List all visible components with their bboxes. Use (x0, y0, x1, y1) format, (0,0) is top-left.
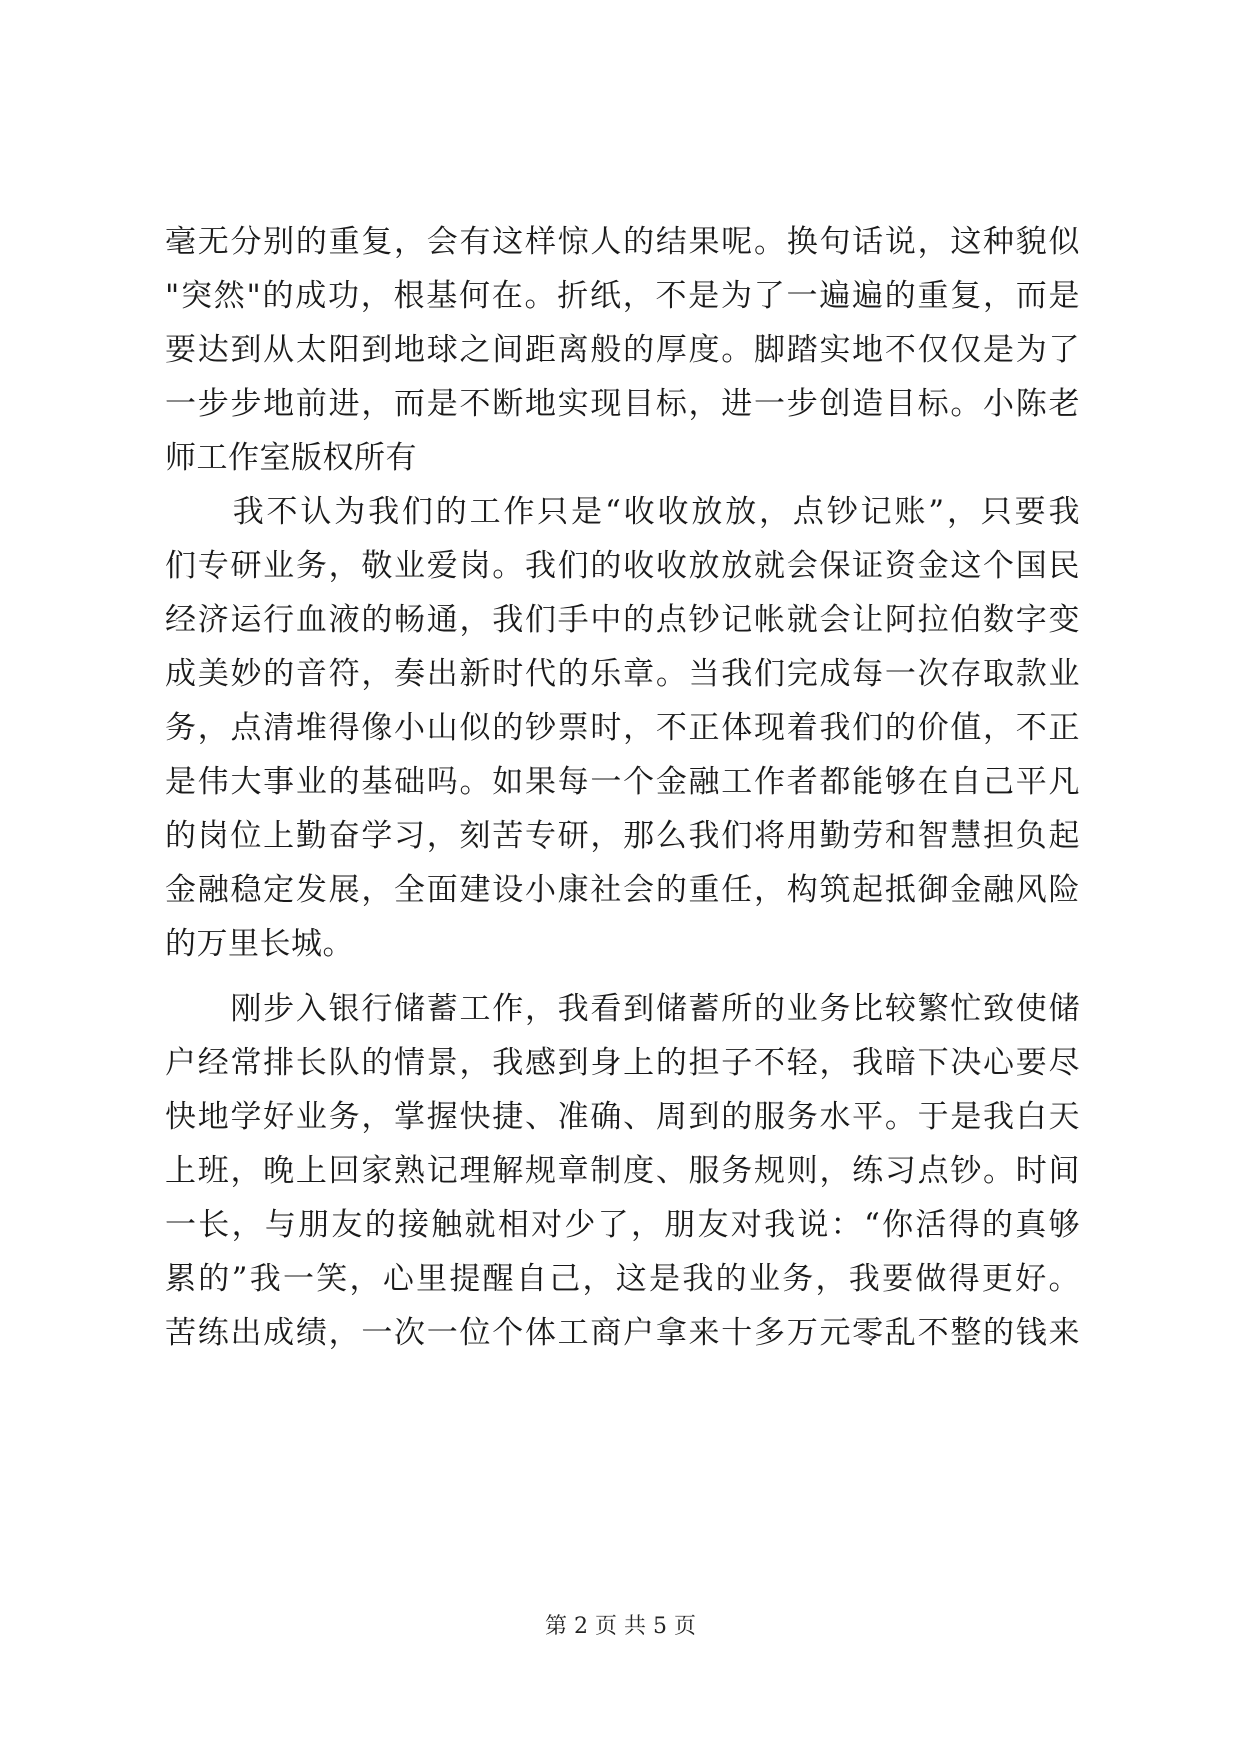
text-line: 的万里长城。 (165, 926, 354, 962)
text-line: 苦练出成绩，一次一位个体工商户拿来十多万元零乱不整的钱来 (165, 1315, 1080, 1351)
text-line: "突然"的成功，根基何在。折纸，不是为了一遍遍的重复，而是 (165, 278, 1080, 314)
paragraph-start-line: 刚步入银行储蓄工作，我看到储蓄所的业务比较繁忙致使储 (165, 991, 1080, 1027)
text-line: 一长，与朋友的接触就相对少了，朋友对我说：“你活得的真够 (165, 1207, 1080, 1243)
text-line: 户经常排长队的情景，我感到身上的担子不轻，我暗下决心要尽 (165, 1045, 1080, 1081)
text-line: 们专研业务，敬业爱岗。我们的收收放放就会保证资金这个国民 (165, 548, 1080, 584)
text-line: 经济运行血液的畅通，我们手中的点钞记帐就会让阿拉伯数字变 (165, 602, 1080, 638)
text-line: 累的”我一笑，心里提醒自己，这是我的业务，我要做得更好。 (165, 1261, 1080, 1297)
text-line: 要达到从太阳到地球之间距离般的厚度。脚踏实地不仅仅是为了 (165, 332, 1080, 368)
page-number-footer: 第 2 页 共 5 页 (545, 1614, 696, 1639)
text-line: 务，点清堆得像小山似的钞票时，不正体现着我们的价值，不正 (165, 710, 1080, 746)
text-line: 金融稳定发展，全面建设小康社会的重任，构筑起抵御金融风险 (165, 872, 1080, 908)
text-line: 上班，晚上回家熟记理解规章制度、服务规则，练习点钞。时间 (165, 1153, 1080, 1189)
text-line: 快地学好业务，掌握快捷、准确、周到的服务水平。于是我白天 (165, 1099, 1080, 1135)
text-line: 的岗位上勤奋学习，刻苦专研，那么我们将用勤劳和智慧担负起 (165, 818, 1080, 854)
text-line: 师工作室版权所有 (165, 440, 417, 476)
paragraph-start-line: 我不认为我们的工作只是“收收放放，点钞记账”，只要我 (165, 494, 1080, 530)
text-line: 成美妙的音符，奏出新时代的乐章。当我们完成每一次存取款业 (165, 656, 1080, 692)
text-line: 毫无分别的重复，会有这样惊人的结果呢。换句话说，这种貌似 (165, 224, 1080, 260)
text-line: 一步步地前进，而是不断地实现目标，进一步创造目标。小陈老 (165, 386, 1080, 422)
text-line: 是伟大事业的基础吗。如果每一个金融工作者都能够在自己平凡 (165, 764, 1080, 800)
